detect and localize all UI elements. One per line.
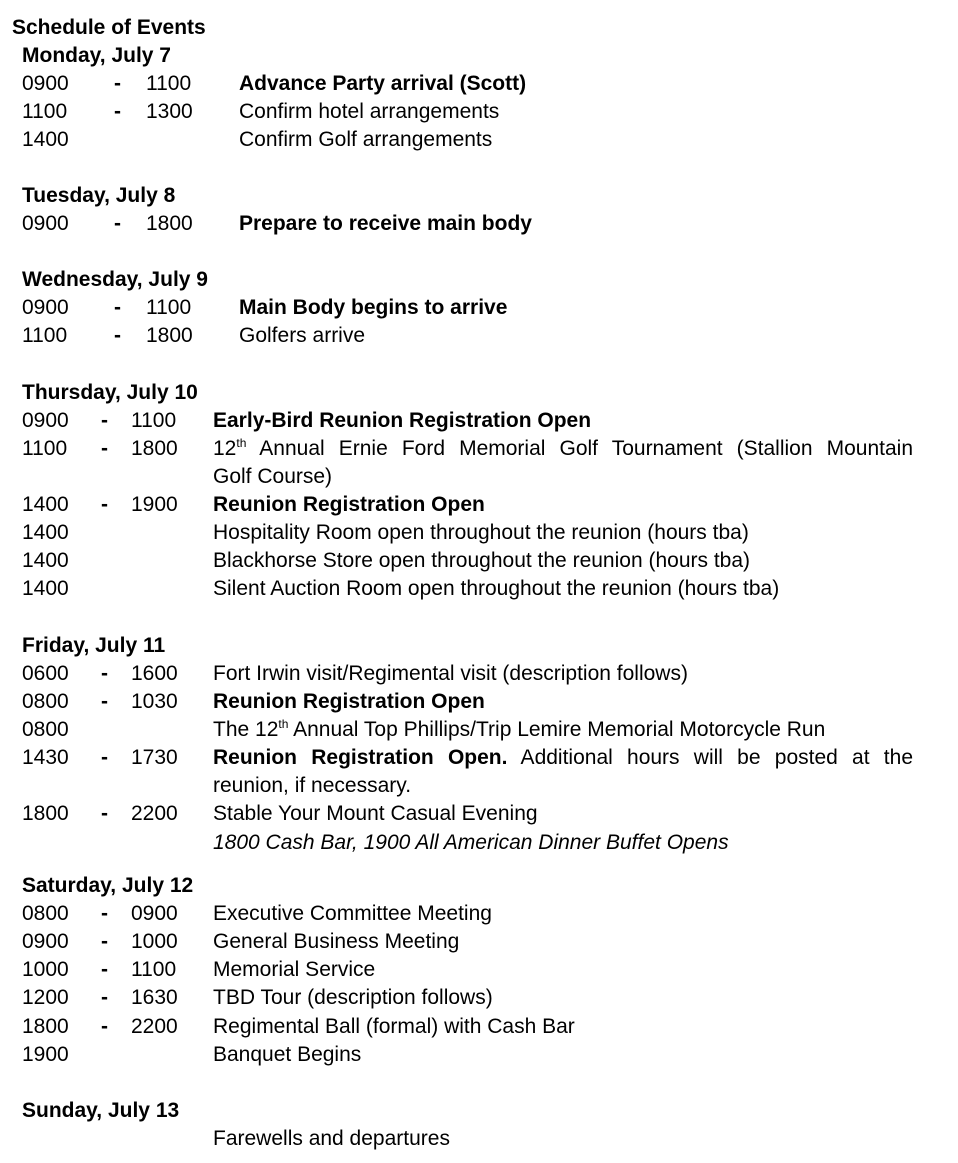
event-description: Early-Bird Reunion Registration Open	[213, 409, 592, 432]
end-time: 1800	[131, 437, 178, 460]
end-time: 1800	[146, 212, 193, 235]
event-row	[22, 126, 942, 154]
start-time: 1100	[22, 437, 68, 460]
start-time: 0900	[22, 212, 69, 235]
time-separator: -	[101, 802, 108, 825]
event-row	[22, 744, 942, 772]
time-separator: -	[101, 409, 108, 432]
day-heading-friday: Friday, July 11	[22, 634, 166, 657]
start-time: 1400	[22, 549, 69, 572]
start-time: 1200	[22, 986, 69, 1009]
end-time: 1100	[131, 958, 177, 981]
start-time: 0900	[22, 72, 69, 95]
event-description: Memorial Service	[213, 958, 376, 981]
time-separator: -	[101, 662, 108, 685]
event-description: General Business Meeting	[213, 930, 460, 953]
event-description: TBD Tour (description follows)	[213, 986, 493, 1009]
event-row	[22, 1013, 942, 1041]
start-time: 1400	[22, 128, 69, 151]
event-row	[22, 800, 942, 828]
time-separator: -	[101, 437, 108, 460]
time-separator: -	[101, 986, 108, 1009]
event-description: The 12th Annual Top Phillips/Trip Lemire Memorial Motorcycle Run	[213, 717, 826, 741]
event-row	[22, 519, 942, 547]
event-row-continuation	[22, 772, 942, 800]
event-row	[22, 435, 942, 463]
event-row	[22, 716, 942, 744]
start-time: 0600	[22, 662, 69, 685]
event-note: 1800 Cash Bar, 1900 All American Dinner Buffet Opens	[213, 831, 729, 854]
event-description: Fort Irwin visit/Regimental visit (description follows)	[213, 662, 688, 685]
event-row	[22, 660, 942, 688]
time-separator: -	[101, 746, 108, 769]
time-separator: -	[101, 493, 108, 516]
event-description: Silent Auction Room open throughout the reunion (hours tba)	[213, 577, 780, 600]
event-description: Reunion Registration Open	[213, 690, 485, 713]
time-separator: -	[114, 324, 121, 347]
day-heading-wednesday: Wednesday, July 9	[22, 268, 208, 291]
time-separator: -	[101, 690, 108, 713]
event-description-continued: reunion, if necessary.	[213, 774, 412, 797]
time-separator: -	[101, 958, 108, 981]
event-description: Prepare to receive main body	[239, 212, 532, 235]
event-row	[22, 491, 942, 519]
end-time: 1000	[131, 930, 178, 953]
event-row	[22, 1041, 942, 1069]
day-heading-monday: Monday, July 7	[22, 44, 171, 67]
event-row	[22, 547, 942, 575]
start-time: 0800	[22, 902, 69, 925]
time-separator: -	[101, 1015, 108, 1038]
event-row	[22, 98, 942, 126]
event-row-continuation	[22, 829, 942, 857]
event-description: Banquet Begins	[213, 1043, 362, 1066]
time-separator: -	[114, 296, 121, 319]
event-description: 12th Annual Ernie Ford Memorial Golf Tournament (Stallion Mountain	[213, 436, 913, 460]
event-description: Advance Party arrival (Scott)	[239, 72, 527, 95]
event-description: Confirm hotel arrangements	[239, 100, 500, 123]
start-time: 0900	[22, 296, 69, 319]
end-time: 1600	[131, 662, 178, 685]
event-description: Confirm Golf arrangements	[239, 128, 493, 151]
event-row	[22, 322, 942, 350]
event-row-continuation	[22, 463, 942, 491]
end-time: 1300	[146, 100, 193, 123]
event-description: Blackhorse Store open throughout the reunion (hours tba)	[213, 549, 751, 572]
start-time: 1430	[22, 746, 69, 769]
start-time: 1400	[22, 521, 69, 544]
event-description-continued: Golf Course)	[213, 465, 333, 488]
end-time: 1100	[131, 409, 177, 432]
start-time: 1800	[22, 802, 69, 825]
start-time: 0900	[22, 930, 69, 953]
start-time: 1000	[22, 958, 69, 981]
event-description: Reunion Registration Open	[213, 493, 485, 516]
end-time: 1030	[131, 690, 178, 713]
time-separator: -	[114, 72, 121, 95]
event-row	[22, 294, 942, 322]
day-heading-saturday: Saturday, July 12	[22, 874, 194, 897]
start-time: 1100	[22, 324, 68, 347]
end-time: 1730	[131, 746, 178, 769]
end-time: 2200	[131, 1015, 178, 1038]
start-time: 1400	[22, 577, 69, 600]
event-row	[22, 956, 942, 984]
start-time: 0800	[22, 690, 69, 713]
start-time: 0800	[22, 718, 69, 741]
end-time: 1630	[131, 986, 178, 1009]
event-row	[22, 407, 942, 435]
event-row	[22, 900, 942, 928]
event-row	[22, 688, 942, 716]
start-time: 1400	[22, 493, 69, 516]
end-time: 2200	[131, 802, 178, 825]
time-separator: -	[101, 930, 108, 953]
event-description: Golfers arrive	[239, 324, 366, 347]
event-description: Hospitality Room open throughout the reunion (hours tba)	[213, 521, 749, 544]
event-row	[22, 984, 942, 1012]
event-row	[22, 1125, 942, 1153]
start-time: 1100	[22, 100, 68, 123]
day-heading-thursday: Thursday, July 10	[22, 381, 198, 404]
time-separator: -	[114, 212, 121, 235]
event-row	[22, 70, 942, 98]
end-time: 1100	[146, 296, 192, 319]
end-time: 0900	[131, 902, 178, 925]
event-description: Executive Committee Meeting	[213, 902, 492, 925]
event-description: Reunion Registration Open. Additional hours will be posted at the	[213, 746, 913, 769]
event-description: Regimental Ball (formal) with Cash Bar	[213, 1015, 575, 1038]
event-row	[22, 928, 942, 956]
start-time: 1900	[22, 1043, 69, 1066]
day-heading-sunday: Sunday, July 13	[22, 1099, 180, 1122]
event-description: Stable Your Mount Casual Evening	[213, 802, 538, 825]
time-separator: -	[101, 902, 108, 925]
end-time: 1800	[146, 324, 193, 347]
start-time: 1800	[22, 1015, 69, 1038]
end-time: 1100	[146, 72, 192, 95]
day-heading-tuesday: Tuesday, July 8	[22, 184, 176, 207]
event-row	[22, 575, 942, 603]
time-separator: -	[114, 100, 121, 123]
event-description: Farewells and departures	[213, 1127, 450, 1150]
start-time: 0900	[22, 409, 69, 432]
event-row	[22, 210, 942, 238]
end-time: 1900	[131, 493, 178, 516]
event-description: Main Body begins to arrive	[239, 296, 508, 319]
page-title: Schedule of Events	[12, 16, 206, 39]
